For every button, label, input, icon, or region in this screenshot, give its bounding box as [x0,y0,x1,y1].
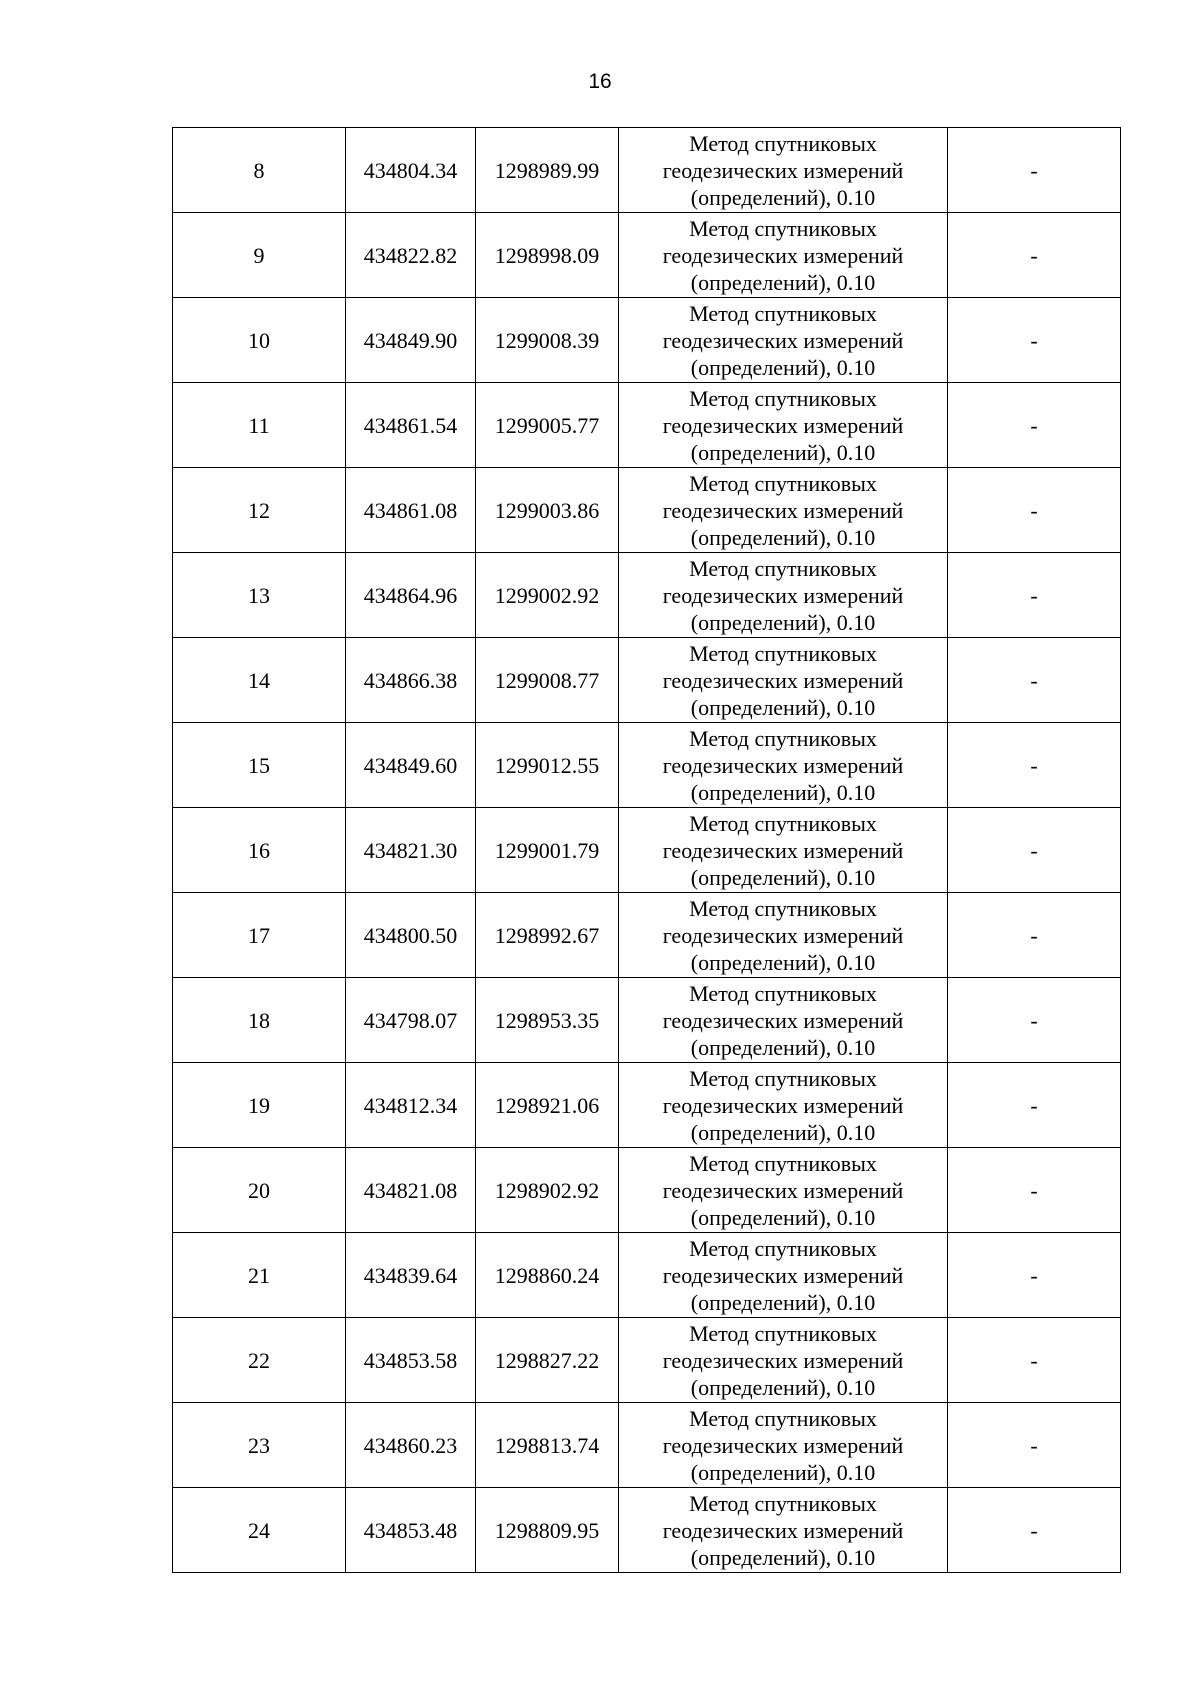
method-text-line: геодезических измерений [662,412,904,438]
point-number-cell: 18 [173,978,346,1063]
point-number-cell: 14 [173,638,346,723]
description-cell: - [948,553,1121,638]
description-cell: - [948,298,1121,383]
y-coordinate-cell: 1299008.77 [476,638,619,723]
x-coordinate-cell: 434812.34 [346,1063,476,1148]
x-coordinate-cell: 434798.07 [346,978,476,1063]
point-number-cell: 16 [173,808,346,893]
x-coordinate-cell: 434800.50 [346,893,476,978]
point-number-cell: 20 [173,1148,346,1233]
x-coordinate-cell: 434821.08 [346,1148,476,1233]
table-row [173,1148,1121,1233]
method-cell [619,1063,948,1148]
method-cell [619,893,948,978]
method-cell [619,553,948,638]
method-text-line: геодезических измерений [662,667,904,693]
method-text-line: (определений), 0.10 [690,269,876,295]
method-text-line: (определений), 0.10 [690,184,876,210]
description-cell: - [948,1403,1121,1488]
method-text-line: Метод спутниковых [689,385,877,411]
method-text-line: (определений), 0.10 [690,949,876,975]
x-coordinate-cell: 434853.58 [346,1318,476,1403]
point-number-cell: 10 [173,298,346,383]
method-text-line: геодезических измерений [662,922,904,948]
y-coordinate-cell: 1298902.92 [476,1148,619,1233]
x-coordinate-cell: 434864.96 [346,553,476,638]
method-text-line: геодезических измерений [662,752,904,778]
y-coordinate-cell: 1298827.22 [476,1318,619,1403]
x-coordinate-cell: 434849.60 [346,723,476,808]
method-text-line: Метод спутниковых [689,470,877,496]
method-text-line: (определений), 0.10 [690,1374,876,1400]
page-number: 16 [588,70,612,93]
method-cell [619,383,948,468]
description-cell: - [948,128,1121,213]
description-cell: - [948,893,1121,978]
method-text-line: Метод спутниковых [689,1320,877,1346]
description-cell: - [948,468,1121,553]
description-cell: - [948,383,1121,468]
method-text-line: Метод спутниковых [689,1235,877,1261]
description-cell: - [948,1318,1121,1403]
table-row [173,383,1121,468]
point-number-cell: 8 [173,128,346,213]
table-row [173,978,1121,1063]
description-cell: - [948,638,1121,723]
method-text-line: Метод спутниковых [689,1150,877,1176]
y-coordinate-cell: 1298953.35 [476,978,619,1063]
method-text-line: геодезических измерений [662,327,904,353]
x-coordinate-cell: 434822.82 [346,213,476,298]
method-text-line: Метод спутниковых [689,725,877,751]
method-text-line: Метод спутниковых [689,1405,877,1431]
point-number-cell: 23 [173,1403,346,1488]
y-coordinate-cell: 1299003.86 [476,468,619,553]
method-text-line: геодезических измерений [662,1092,904,1118]
method-text-line: Метод спутниковых [689,555,877,581]
method-text-line: (определений), 0.10 [690,1119,876,1145]
method-text-line: (определений), 0.10 [690,1289,876,1315]
x-coordinate-cell: 434821.30 [346,808,476,893]
x-coordinate-cell: 434853.48 [346,1488,476,1573]
method-text-line: (определений), 0.10 [690,524,876,550]
method-text-line: геодезических измерений [662,1262,904,1288]
x-coordinate-cell: 434860.23 [346,1403,476,1488]
method-text-line: Метод спутниковых [689,1490,877,1516]
table-row [173,723,1121,808]
method-text-line: геодезических измерений [662,582,904,608]
y-coordinate-cell: 1298998.09 [476,213,619,298]
method-text-line: (определений), 0.10 [690,694,876,720]
point-number-cell: 9 [173,213,346,298]
method-text-line: геодезических измерений [662,497,904,523]
x-coordinate-cell: 434849.90 [346,298,476,383]
description-cell: - [948,1233,1121,1318]
method-text-line: Метод спутниковых [689,640,877,666]
y-coordinate-cell: 1298809.95 [476,1488,619,1573]
method-text-line: Метод спутниковых [689,215,877,241]
description-cell: - [948,723,1121,808]
method-text-line: (определений), 0.10 [690,1034,876,1060]
point-number-cell: 15 [173,723,346,808]
point-number-cell: 17 [173,893,346,978]
y-coordinate-cell: 1298989.99 [476,128,619,213]
table-row [173,1063,1121,1148]
method-text-line: (определений), 0.10 [690,439,876,465]
description-cell: - [948,1063,1121,1148]
table-row [173,1233,1121,1318]
method-text-line: (определений), 0.10 [690,609,876,635]
method-text-line: Метод спутниковых [689,130,877,156]
method-text-line: Метод спутниковых [689,300,877,326]
y-coordinate-cell: 1299005.77 [476,383,619,468]
table-row [173,213,1121,298]
method-cell [619,808,948,893]
description-cell: - [948,1148,1121,1233]
method-text-line: (определений), 0.10 [690,779,876,805]
method-text-line: геодезических измерений [662,1347,904,1373]
method-text-line: геодезических измерений [662,837,904,863]
y-coordinate-cell: 1299008.39 [476,298,619,383]
y-coordinate-cell: 1298860.24 [476,1233,619,1318]
method-cell [619,1403,948,1488]
table-row [173,1403,1121,1488]
table-row [173,893,1121,978]
description-cell: - [948,808,1121,893]
method-text-line: геодезических измерений [662,1007,904,1033]
x-coordinate-cell: 434804.34 [346,128,476,213]
method-text-line: (определений), 0.10 [690,1204,876,1230]
method-text-line: геодезических измерений [662,157,904,183]
description-cell: - [948,1488,1121,1573]
method-text-line: геодезических измерений [662,242,904,268]
point-number-cell: 22 [173,1318,346,1403]
table-row [173,638,1121,723]
method-cell [619,213,948,298]
y-coordinate-cell: 1299002.92 [476,553,619,638]
table-row [173,468,1121,553]
method-cell [619,638,948,723]
method-text-line: Метод спутниковых [689,895,877,921]
table-row [173,1488,1121,1573]
y-coordinate-cell: 1298992.67 [476,893,619,978]
point-number-cell: 21 [173,1233,346,1318]
method-cell [619,128,948,213]
table-row [173,128,1121,213]
method-cell [619,1233,948,1318]
table-row [173,553,1121,638]
point-number-cell: 19 [173,1063,346,1148]
method-cell [619,468,948,553]
y-coordinate-cell: 1299012.55 [476,723,619,808]
point-number-cell: 24 [173,1488,346,1573]
table-row [173,808,1121,893]
method-text-line: геодезических измерений [662,1432,904,1458]
method-cell [619,1148,948,1233]
y-coordinate-cell: 1298921.06 [476,1063,619,1148]
method-text-line: (определений), 0.10 [690,864,876,890]
method-text-line: (определений), 0.10 [690,1459,876,1485]
coordinates-table [172,127,1121,1573]
description-cell: - [948,978,1121,1063]
table-row [173,298,1121,383]
method-cell [619,1318,948,1403]
method-text-line: Метод спутниковых [689,980,877,1006]
point-number-cell: 12 [173,468,346,553]
method-text-line: (определений), 0.10 [690,1544,876,1570]
coordinates-table-body [173,128,1121,1573]
description-cell: - [948,213,1121,298]
point-number-cell: 13 [173,553,346,638]
method-cell [619,1488,948,1573]
y-coordinate-cell: 1299001.79 [476,808,619,893]
x-coordinate-cell: 434861.08 [346,468,476,553]
method-text-line: геодезических измерений [662,1177,904,1203]
method-text-line: геодезических измерений [662,1517,904,1543]
table-row [173,1318,1121,1403]
point-number-cell: 11 [173,383,346,468]
method-text-line: Метод спутниковых [689,810,877,836]
y-coordinate-cell: 1298813.74 [476,1403,619,1488]
method-text-line: (определений), 0.10 [690,354,876,380]
x-coordinate-cell: 434839.64 [346,1233,476,1318]
method-text-line: Метод спутниковых [689,1065,877,1091]
method-cell [619,723,948,808]
x-coordinate-cell: 434861.54 [346,383,476,468]
method-cell [619,978,948,1063]
method-cell [619,298,948,383]
x-coordinate-cell: 434866.38 [346,638,476,723]
